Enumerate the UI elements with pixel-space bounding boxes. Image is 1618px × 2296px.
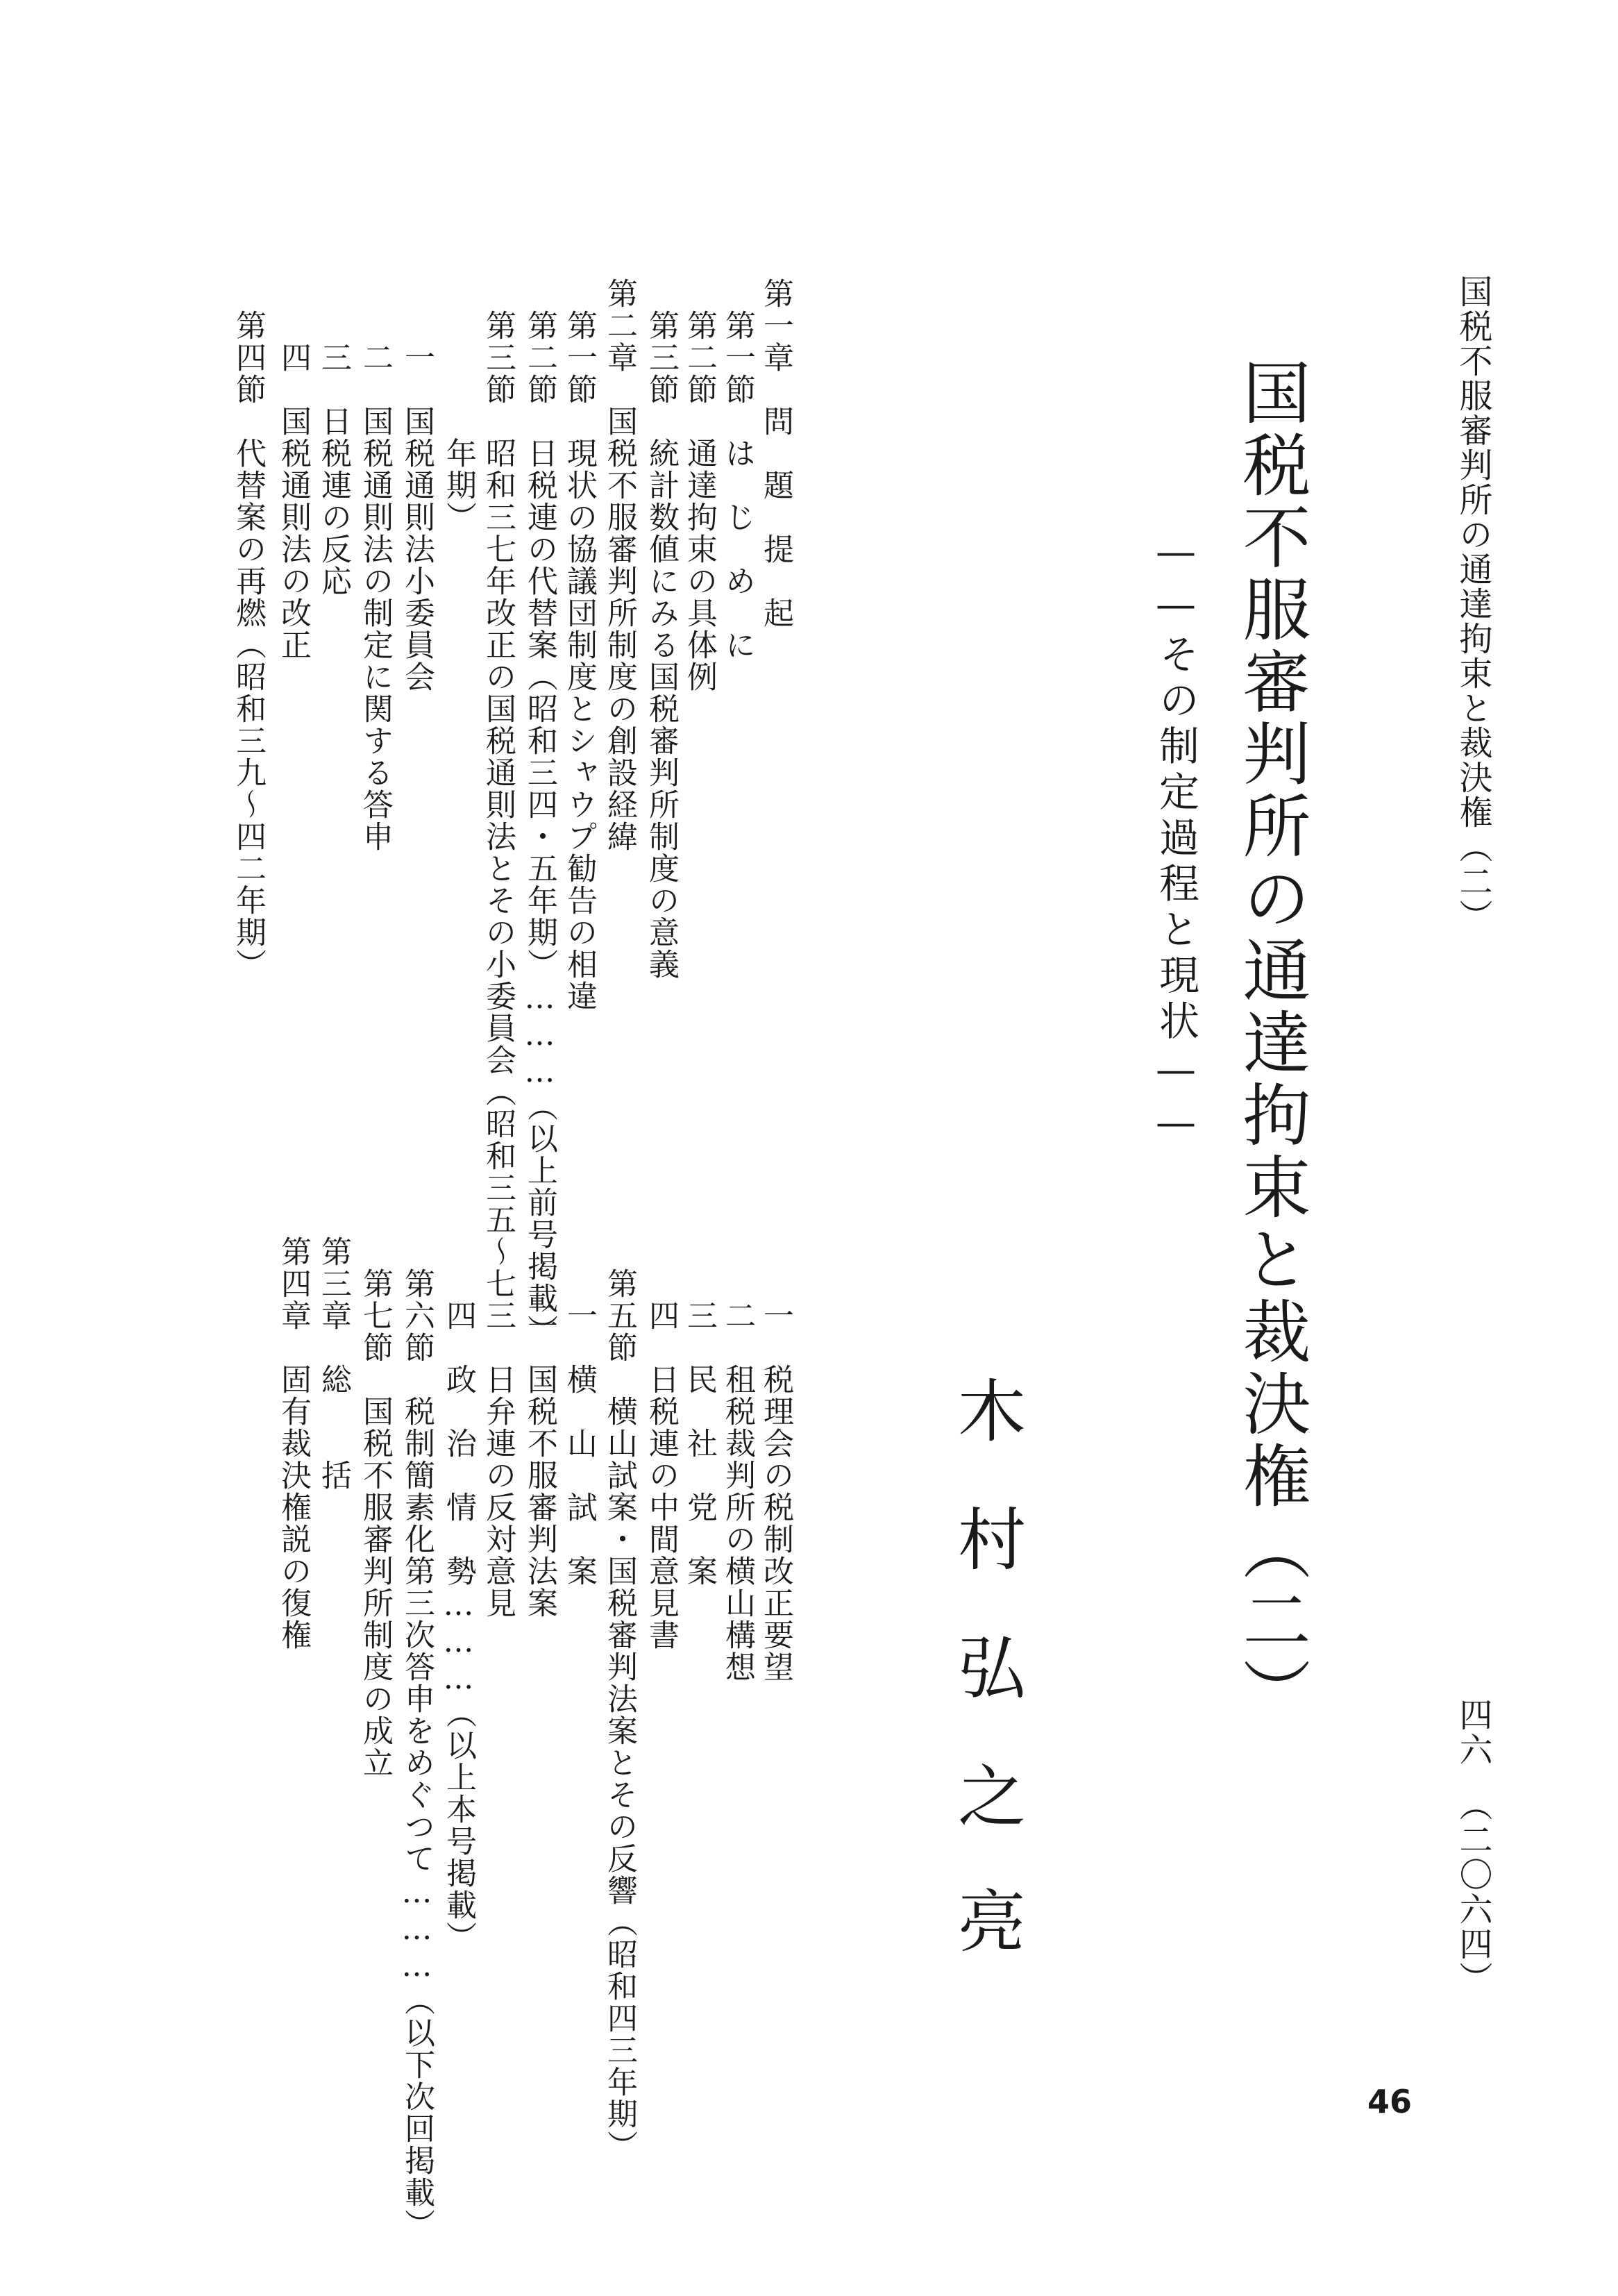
toc-entry: 一 国税通則法小委員会 <box>399 278 435 693</box>
toc-entry: 三 日弁連の反対意見 <box>480 1236 516 1619</box>
author-char: 弘 <box>958 1629 1027 1709</box>
author-char: 村 <box>958 1501 1027 1580</box>
article-title: 国税不服審判所の通達拘束と裁決権（二） <box>1231 358 1311 1729</box>
author-char: 亮 <box>958 1883 1027 1962</box>
page-number-total: （二〇六四） <box>1453 1788 1492 1996</box>
toc-entry: 第二節 日税連の代替案（昭和三四・五年期）………（以上前号掲載） <box>522 278 557 1346</box>
toc-entry: 第六節 税制簡素化第三次答申をめぐつて………（以下次回掲載） <box>399 1236 435 2240</box>
toc-entry: 年期） <box>441 278 476 533</box>
toc-entry: 一 横 山 試 案 <box>562 1236 597 1587</box>
toc-entry: 四 政 治 情 勢………（以上本号掲載） <box>441 1236 476 1953</box>
toc-entry: 第一節 は じ め に <box>720 278 755 661</box>
toc-entry: 第五節 横山試案・国税審判法案とその反響（昭和四三年期） <box>602 1236 637 2162</box>
toc-entry: 二 国税不服審判法案 <box>522 1236 557 1619</box>
toc-entry: 第二節 通達拘束の具体例 <box>682 278 717 693</box>
toc-entry: 三 民 社 党 案 <box>682 1236 717 1587</box>
running-header: 国税不服審判所の通達拘束と裁決権（二） <box>1453 274 1492 934</box>
toc-entry: 第七節 国税不服審判所制度の成立 <box>357 1236 393 1779</box>
toc-entry: 一 税理会の税制改正要望 <box>758 1236 793 1683</box>
toc-entry: 第一章 問 題 提 起 <box>758 278 793 629</box>
toc-entry: 二 租税裁判所の横山構想 <box>720 1236 755 1683</box>
toc-entry: 第三節 統計数値にみる国税審判所制度の意義 <box>643 278 679 980</box>
toc-entry: 四 日税連の中間意見書 <box>643 1236 679 1651</box>
toc-entry: 三 日税連の反応 <box>316 278 351 597</box>
toc-entry: 第一節 現状の協議団制度とシャウプ勧告の相違 <box>562 278 597 1012</box>
author-char: 之 <box>958 1758 1027 1837</box>
toc-entry: 第四節 代替案の再燃（昭和三九〜四二年期） <box>230 278 266 980</box>
toc-entry: 第三節 昭和三七年改正の国税通則法とその小委員会（昭和三五〜七 <box>480 278 516 1300</box>
toc-entry: 第四章 固有裁決権説の復権 <box>276 1236 311 1651</box>
author-char: 木 <box>958 1373 1027 1452</box>
toc-entry: 二 国税通則法の制定に関する答申 <box>357 278 393 853</box>
article-subtitle: ——その制定過程と現状—— <box>1152 528 1199 1151</box>
toc-entry: 第三章 総 括 <box>316 1236 351 1491</box>
toc-entry: 四 国税通則法の改正 <box>276 278 311 661</box>
page-number-kanji: 四六 <box>1453 1698 1492 1767</box>
toc-entry: 第二章 国税不服審判所制度の創設経緯 <box>602 278 637 853</box>
page-number: 46 <box>1367 2083 1413 2120</box>
